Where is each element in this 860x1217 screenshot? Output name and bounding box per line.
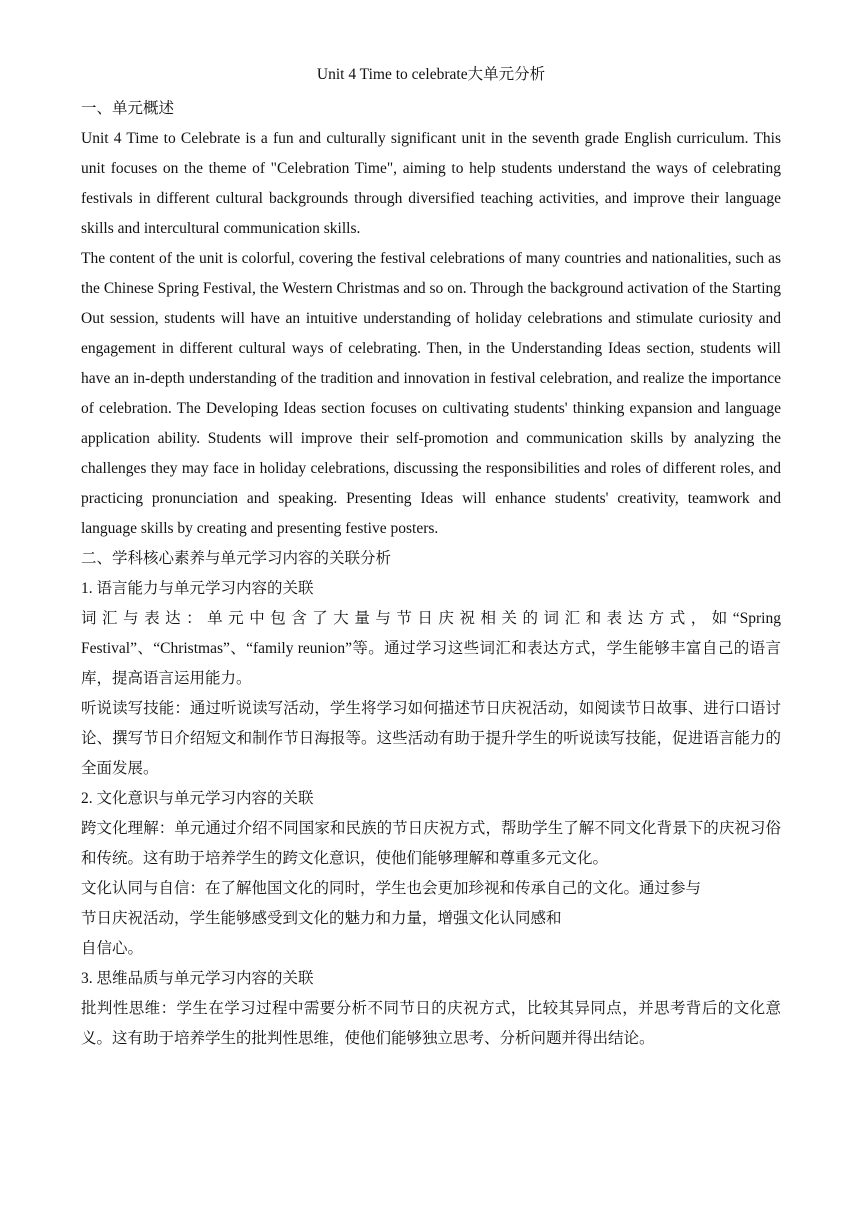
critical-thinking-paragraph: 批判性思维：学生在学习过程中需要分析不同节日的庆祝方式，比较其异同点，并思考背后的文化意义。这有助于培养学生的批判性思维，使他们能够独立思考、分析问题并得出结论。 bbox=[81, 1000, 781, 1047]
document-title: Unit 4 Time to celebrate大单元分析 bbox=[316, 66, 546, 83]
cultural-identity-line-2: 节日庆祝活动，学生能够感受到文化的魅力和力量，增强文化认同感和 bbox=[81, 910, 562, 927]
document-page bbox=[81, 64, 781, 1054]
cross-cultural-paragraph: 跨文化理解：单元通过介绍不同国家和民族的节日庆祝方式，帮助学生了解不同文化背景下的庆祝习俗和传统。这有助于培养学生的跨文化意识，使他们能够理解和尊重多元文化。 bbox=[81, 820, 781, 867]
subheading-cultural-awareness: 2. 文化意识与单元学习内容的关联 bbox=[81, 790, 314, 807]
subheading-language-ability: 1. 语言能力与单元学习内容的关联 bbox=[81, 580, 314, 597]
cultural-identity-line-3: 自信心。 bbox=[81, 940, 144, 957]
cultural-identity-line-1: 文化认同与自信：在了解他国文化的同时，学生也会更加珍视和传承自己的文化。通过参与 bbox=[81, 880, 702, 897]
language-skills-paragraph: 听说读写技能：通过听说读写活动，学生将学习如何描述节日庆祝活动，如阅读节日故事、进行口语讨论、撰写节日介绍短文和制作节日海报等。这些活动有助于提升学生的听说读写技能，促进语言能力的全面发展。 bbox=[81, 700, 781, 777]
section-heading-overview: 一、单元概述 bbox=[81, 100, 175, 117]
overview-paragraph-2: The content of the unit is colorful, covering the festival celebrations of many countries and nationalities, such as the Chinese Spring Festival, the Western Christmas and so on. Through the background activation of the Starting Out session, students will have an intuitive understanding of holiday celebrations and stimulate curiosity and engagement in different cultural ways of celebrating. Then, in the Understanding Ideas section, students will have an in-depth understanding of the tradition and innovation in festival celebration, and realize the importance of celebration. The Developing Ideas section focuses on cultivating students' thinking expansion and language application ability. Students will improve their self-promotion and communication skills by analyzing the challenges they may face in holiday celebrations, discussing the responsibilities and roles of different roles, and practicing pronunciation and speaking. Presenting Ideas will enhance students' creativity, teamwork and language skills by creating and presenting festive posters. bbox=[81, 250, 781, 537]
section-heading-core-competencies: 二、学科核心素养与单元学习内容的关联分析 bbox=[81, 550, 392, 567]
subheading-thinking-quality: 3. 思维品质与单元学习内容的关联 bbox=[81, 970, 314, 987]
overview-paragraph-1: Unit 4 Time to Celebrate is a fun and culturally significant unit in the seventh grade English curriculum. This unit focuses on the theme of "Celebration Time", aiming to help students understand the ways of celebrating festivals in different cultural backgrounds through diversified teaching activities, and improve their language skills and intercultural communication skills. bbox=[81, 130, 781, 237]
language-vocabulary-paragraph: 词汇与表达：单元中包含了大量与节日庆祝相关的词汇和表达方式，如“Spring Festival”、“Christmas”、“family reunion”等。通过学习这些词汇和表达方式，学生能够丰富自己的语言库，提高语言运用能力。 bbox=[81, 610, 781, 687]
